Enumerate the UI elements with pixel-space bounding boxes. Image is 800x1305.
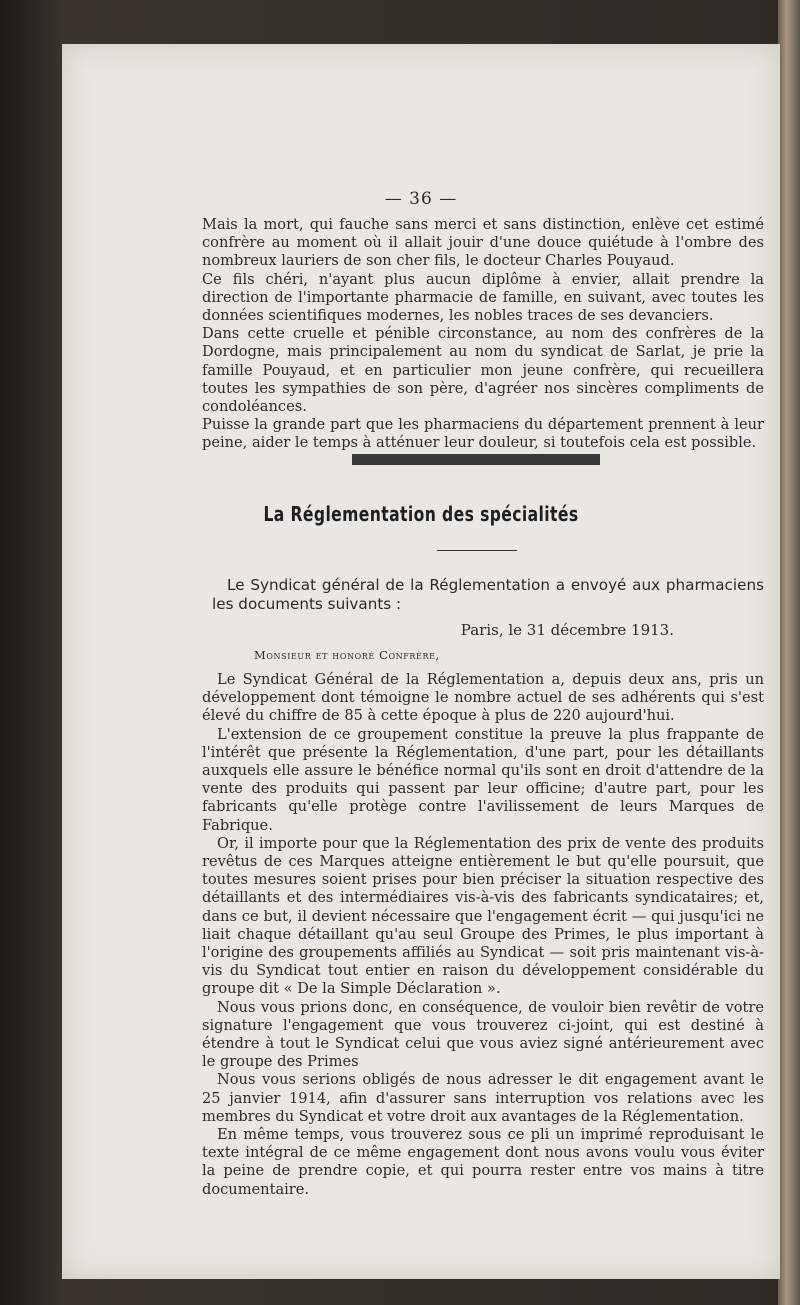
letter-paragraph: Or, il importe pour que la Réglementation des prix de vente des produits revêtus de ces Marques atteigne entièrement le but qu'elle poursuit, que toutes mesures soient prises pour bien préciser la situation respective des détaillants et des intermédiaires vis-à-vis des fabricants syndicataires; et, dans ce but, il devient nécessaire que l'engagement écrit — qui jusqu'ici ne liait chaque détaillant qu'au seul Groupe des Primes, le plus important à l'origine des groupements affiliés au Syndicat — soit pris maintenant vis-à-vis du Syndicat tout entier en raison du développement considérable du groupe dit « De la Simple Déclaration ». bbox=[202, 834, 764, 998]
intro-paragraph: Ce fils chéri, n'ayant plus aucun diplôme à envier, allait prendre la direction de l'importante pharmacie de famille, en suivant, avec toutes les données scientifiques modernes, les nobles traces de ses devanciers. bbox=[202, 270, 764, 325]
letter-paragraph: Nous vous serions obligés de nous adresser le dit engagement avant le 25 janvier 1914, afin d'assurer sans interruption vos relations avec les membres du Syndicat et votre droit aux avantages de la Réglementation. bbox=[202, 1071, 764, 1125]
salutation: Monsieur et honoré Confrère, bbox=[254, 648, 440, 662]
section-title: La Réglementation des spécialités bbox=[263, 502, 579, 526]
letter-body bbox=[202, 671, 764, 1199]
letter-paragraph: Le Syndicat Général de la Réglementation a, depuis deux ans, pris un développement dont témoigne le nombre actuel de ses adhérents qui s'est élevé du chiffre de 85 à cette époque à plus de 220 aujourd'hui. bbox=[202, 671, 764, 725]
dateline: Paris, le 31 décembre 1913. bbox=[460, 621, 674, 639]
intro-paragraph: Mais la mort, qui fauche sans merci et sans distinction, enlève cet estimé confrère au moment où il allait jouir d'une douce quiétude à l'ombre des nombreux lauriers de son cher fils, le docteur Charles Pouyaud. bbox=[202, 216, 764, 270]
intro-paragraph: Puisse la grande part que les pharmaciens du département prennent à leur peine, aider le temps à atténuer leur douleur, si toutefois cela est possible. bbox=[202, 416, 764, 452]
letter-paragraph: En même temps, vous trouverez sous ce pli un imprimé reproduisant le texte intégral de ce même engagement dont nous avons voulu vous éviter la peine de prendre copie, et qui pourra rester entre vos mains à titre documentaire. bbox=[202, 1126, 764, 1198]
document-page bbox=[62, 44, 780, 1279]
letter-paragraph: L'extension de ce groupement constitue la preuve la plus frappante de l'intérêt que présente la Réglementation, d'une part, pour les détaillants auxquels elle assure le bénéfice normal qu'ils sont en droit d'attendre de la vente des produits qui passent par leur officine; d'autre part, pour les fabricants qu'elle protège contre l'avilissement de leurs Marques de Fabrique. bbox=[202, 725, 764, 834]
book-spine bbox=[778, 0, 800, 1305]
lead-paragraph-block bbox=[212, 576, 764, 614]
lead-paragraph: Le Syndicat général de la Réglementation a envoyé aux pharmaciens les documents suivants : bbox=[212, 576, 764, 613]
title-underline bbox=[437, 550, 517, 551]
intro-paragraph: Dans cette cruelle et pénible circonstance, au nom des confrères de la Dordogne, mais principalement au nom du syndicat de Sarlat, je prie la famille Pouyaud, et en particulier mon jeune confrère, qui recueillera toutes les sympathies de son père, d'agréer nos sincères compliments de condoléances. bbox=[202, 325, 764, 416]
letter-paragraph: Nous vous prions donc, en conséquence, de vouloir bien revêtir de votre signature l'engagement que vous trouverez ci-joint, qui est destiné à étendre à tout le Syndicat celui que vous aviez signé antérieurement avec le groupe des Primes bbox=[202, 998, 764, 1071]
section-divider-bar bbox=[352, 454, 600, 465]
intro-text bbox=[202, 216, 764, 453]
page-number: — 36 — bbox=[384, 189, 458, 209]
